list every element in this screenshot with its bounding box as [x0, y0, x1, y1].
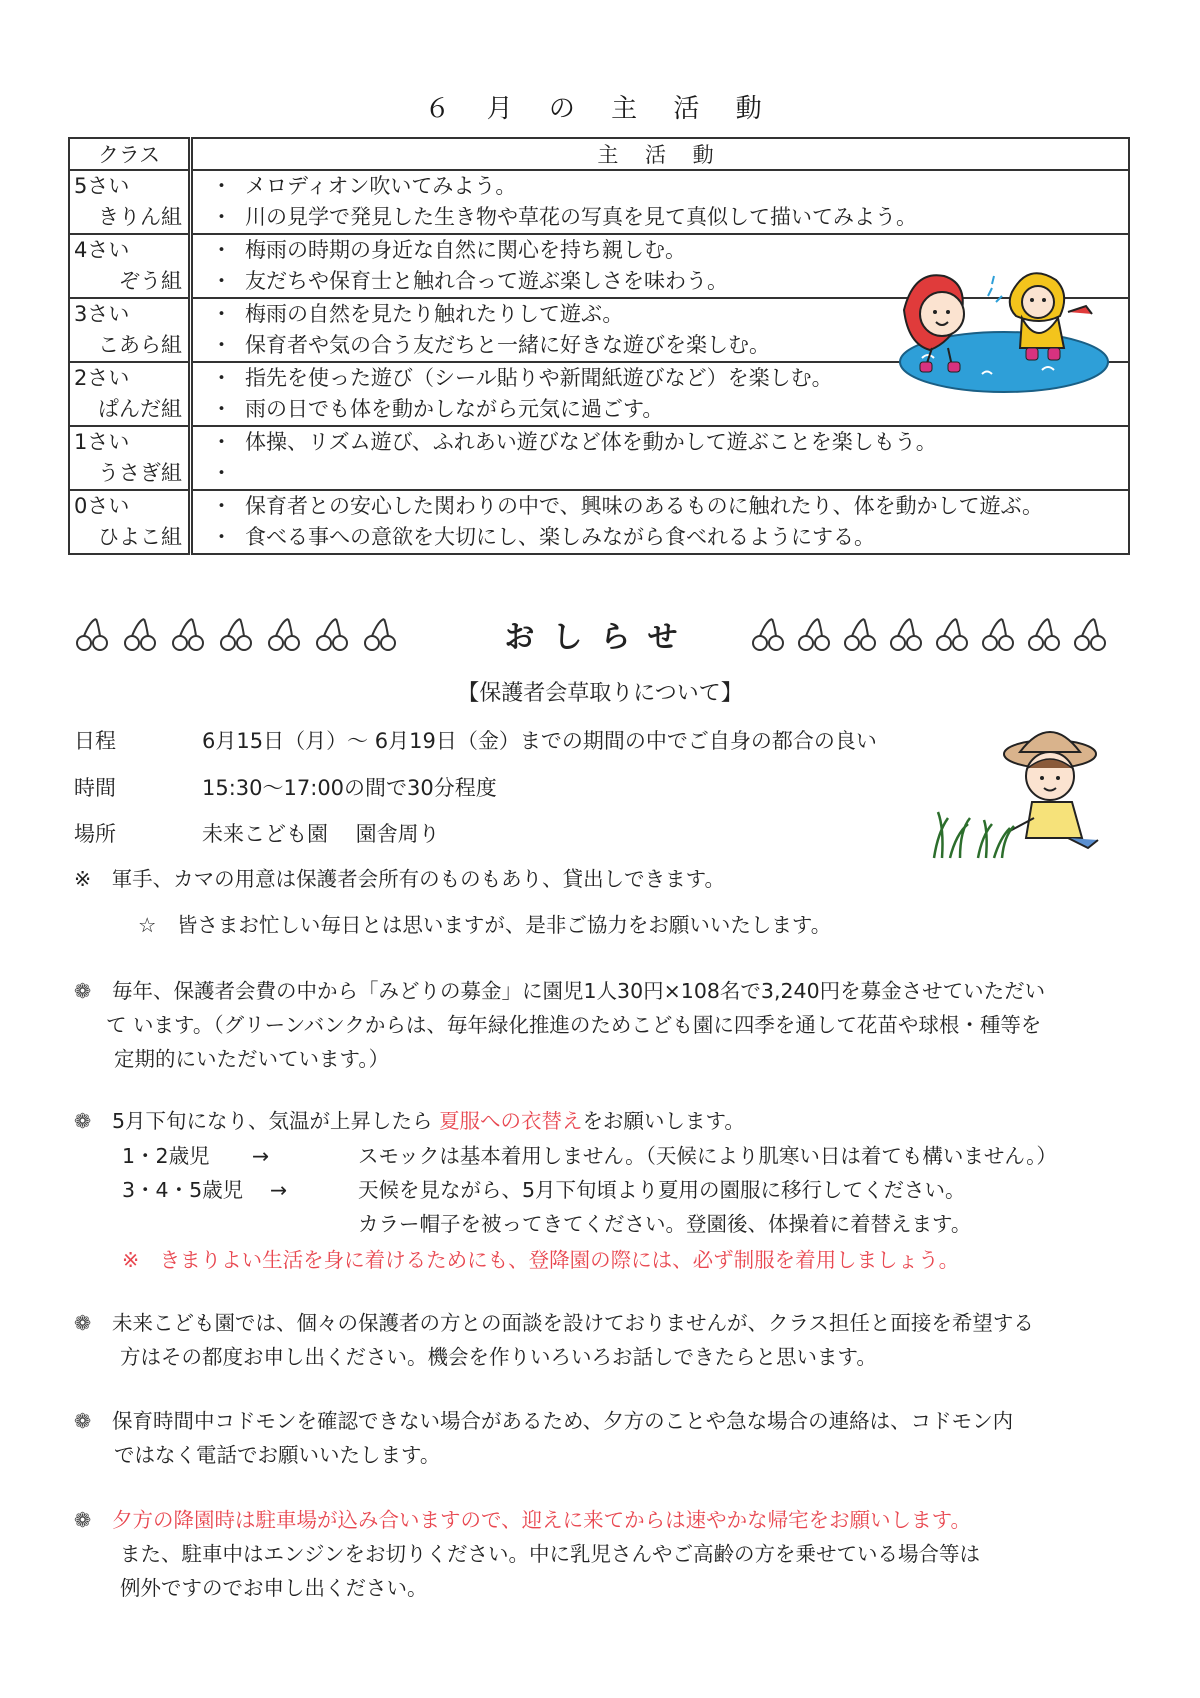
meeting-line: 方はその都度お申し出ください。機会を作りいろいろお話しできたらと思います。	[120, 1345, 877, 1369]
uniform-highlight: 夏服への衣替え	[439, 1109, 583, 1133]
class-name: こあら組	[98, 333, 182, 357]
notice-subtitle: 【保護者会草取りについて】	[457, 681, 743, 706]
cherry-icon	[983, 619, 1013, 650]
info-value: 6月15日（月）～ 6月19日（金）までの期間の中でご自身の都合の良い	[202, 729, 877, 753]
info-value: 15:30～17:00の間で30分程度	[202, 776, 497, 800]
parking-line: 例外ですのでお申し出ください。	[120, 1576, 428, 1600]
header-class: クラス	[69, 138, 191, 170]
cherry-icon	[845, 619, 875, 650]
parking-highlight: 夕方の降園時は駐車場が込み合いますので、迎えに来てからは速やかな帰宅をお願いします。	[112, 1508, 971, 1532]
class-age: 3さい	[74, 302, 130, 326]
class-name: ぱんだ組	[98, 397, 182, 421]
bullet: ・	[211, 397, 232, 421]
class-cell	[69, 490, 191, 554]
cherry-icon	[753, 619, 783, 650]
contact-paragraph	[74, 1404, 1013, 1472]
info-label: 時間	[74, 776, 116, 800]
uniform-paragraph	[74, 1104, 745, 1138]
bullet: ・	[211, 461, 232, 485]
flower-bullet-icon: ❁	[74, 1508, 92, 1532]
donation-line: 毎年、保護者会費の中から「みどりの募金」に園児1人30円×108名で3,240円を募金させていただい	[112, 979, 1046, 1003]
contact-line: 保育時間中コドモンを確認できない場合があるため、夕方のことや急な場合の連絡は、コドモン内	[112, 1409, 1014, 1433]
weeding-child-illustration	[928, 718, 1118, 868]
table-row	[69, 490, 1129, 554]
age-group: 3・4・5歳児	[122, 1178, 244, 1202]
bullet: ・	[211, 494, 232, 518]
class-cell	[69, 170, 191, 234]
info-label: 場所	[74, 822, 116, 846]
table-row	[69, 426, 1129, 490]
activity-item	[193, 171, 1128, 202]
activity-item	[193, 491, 1128, 522]
flower-bullet-icon: ❁	[74, 1409, 92, 1433]
meeting-paragraph	[74, 1306, 1034, 1374]
activity-text: 友だちや保育士と触れ合って遊ぶ楽しさを味わう。	[245, 269, 728, 293]
uniform-warning: ※ きまりよい生活を身に着けるためにも、登降園の際には、必ず制服を着用しましょう。	[122, 1248, 960, 1272]
uniform-rule-3: カラー帽子を被ってきてください。登園後、体操着に着替えます。	[358, 1212, 972, 1236]
cooperation-note: ☆ 皆さまお忙しい毎日とは思いますが、是非ご協力をお願いいたします。	[138, 913, 832, 937]
bullet: ・	[211, 238, 232, 262]
activity-cell	[191, 426, 1130, 490]
activity-item	[193, 202, 1128, 233]
flower-bullet-icon: ❁	[74, 1109, 92, 1133]
parking-paragraph	[74, 1503, 980, 1605]
class-cell	[69, 362, 191, 426]
table-row	[69, 170, 1129, 234]
bullet: ・	[211, 269, 232, 293]
bullet: ・	[211, 525, 232, 549]
donation-line: 定期的にいただいています。）	[114, 1047, 390, 1071]
class-cell	[69, 298, 191, 362]
activity-text: 保育者や気の合う友だちと一緒に好きな遊びを楽しむ。	[245, 333, 770, 357]
activity-text: 食べる事への意欲を大切にし、楽しみながら食べれるようにする。	[245, 525, 875, 549]
class-age: 5さい	[74, 174, 130, 198]
class-cell	[69, 426, 191, 490]
class-name: きりん組	[98, 205, 182, 229]
bullet: ・	[211, 333, 232, 357]
page-title: ６ 月 の 主 活 動	[424, 94, 776, 124]
bullet: ・	[211, 205, 232, 229]
cherry-icon	[1075, 619, 1105, 650]
class-age: 2さい	[74, 366, 130, 390]
rule-text: 天候を見ながら、5月下旬頃より夏用の園服に移行してください。	[358, 1178, 966, 1202]
info-value: 未来こども園 園舎周り	[202, 822, 440, 846]
donation-line: て います。（グリーンバンクからは、毎年緑化推進のためこども園に四季を通して花苗や球根・種等を	[106, 1013, 1042, 1037]
rain-children-illustration	[892, 262, 1110, 402]
info-time	[74, 772, 497, 802]
info-schedule	[74, 725, 877, 755]
cherry-icon	[1029, 619, 1059, 650]
rule-text: スモックは基本着用しません。（天候により肌寒い日は着ても構いません。）	[358, 1144, 1057, 1168]
activity-item	[193, 427, 1128, 458]
bullet: ・	[211, 302, 232, 326]
cherry-icon	[891, 619, 921, 650]
header-activities: 主 活 動	[191, 138, 1130, 170]
activity-text: メロディオン吹いてみよう。	[245, 174, 517, 198]
arrow: →	[252, 1144, 270, 1168]
age-group: 1・2歳児	[122, 1144, 210, 1168]
activity-cell	[191, 490, 1130, 554]
notice-heading: おしらせ	[504, 620, 696, 655]
class-age: 1さい	[74, 430, 130, 454]
bullet: ・	[211, 174, 232, 198]
cherry-icon	[937, 619, 967, 650]
note-text: 軍手、カマの用意は保護者会所有のものもあり、貸出しできます。	[111, 867, 726, 891]
cherry-icon	[799, 619, 829, 650]
equipment-note	[74, 862, 725, 896]
info-place	[74, 818, 440, 848]
activity-text: 雨の日でも体を動かしながら元気に過ごす。	[245, 397, 664, 421]
uniform-rule-2	[122, 1173, 966, 1207]
meeting-line: 未来こども園では、個々の保護者の方との面談を設けておりませんが、クラス担任と面接を希望する	[112, 1311, 1034, 1335]
activity-text: 保育者との安心した関わりの中で、興味のあるものに触れたり、体を動かして遊ぶ。	[245, 494, 1043, 518]
donation-paragraph	[74, 974, 1045, 1076]
activity-item	[193, 458, 1128, 489]
cherry-decoration-right	[750, 615, 1130, 655]
table-header-row	[69, 138, 1129, 170]
class-name: ぞう組	[119, 269, 182, 293]
flower-bullet-icon: ❁	[74, 1311, 92, 1335]
activity-text: 梅雨の自然を見たり触れたりして遊ぶ。	[245, 302, 624, 326]
uniform-text: 5月下旬になり、気温が上昇したら	[112, 1109, 440, 1133]
info-label: 日程	[74, 729, 116, 753]
class-name: うさぎ組	[98, 461, 182, 485]
activity-text: 体操、リズム遊び、ふれあい遊びなど体を動かして遊ぶことを楽しもう。	[245, 430, 937, 454]
bullet: ・	[211, 430, 232, 454]
activity-text: 川の見学で発見した生き物や草花の写真を見て真似して描いてみよう。	[245, 205, 917, 229]
activity-cell	[191, 170, 1130, 234]
bullet: ・	[211, 366, 232, 390]
activity-text: 梅雨の時期の身近な自然に関心を持ち親しむ。	[245, 238, 686, 262]
class-age: 4さい	[74, 238, 130, 262]
uniform-rule-1	[122, 1139, 1057, 1173]
contact-line: ではなく電話でお願いいたします。	[114, 1443, 441, 1467]
uniform-text: をお願いします。	[582, 1109, 745, 1133]
activity-text: 指先を使った遊び（シール貼りや新聞紙遊びなど）を楽しむ。	[245, 366, 833, 390]
arrow: →	[270, 1178, 288, 1202]
activity-item	[193, 522, 1128, 553]
class-age: 0さい	[74, 494, 130, 518]
class-name: ひよこ組	[98, 525, 182, 549]
parking-line: また、駐車中はエンジンをお切りください。中に乳児さんやご高齢の方を乗せている場合等は	[120, 1542, 980, 1566]
class-cell	[69, 234, 191, 298]
flower-bullet-icon: ❁	[74, 979, 92, 1003]
note-mark: ※	[74, 867, 92, 891]
